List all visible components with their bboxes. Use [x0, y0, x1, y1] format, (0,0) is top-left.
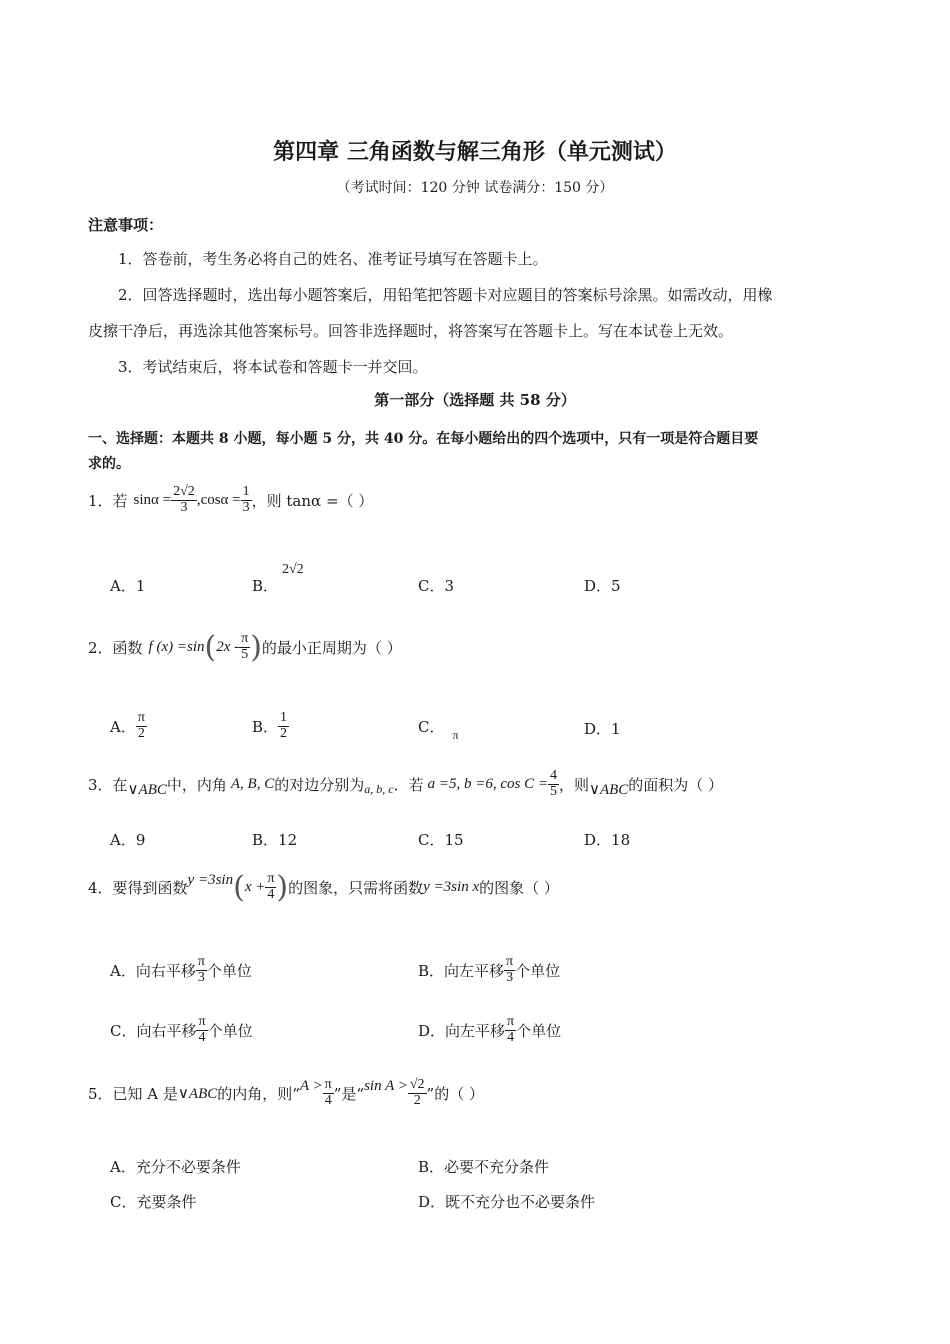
q4-b-pi: π	[506, 953, 514, 969]
q4-a-den: 3	[197, 969, 205, 985]
q2-pi: π	[241, 630, 249, 646]
q2-five: 5	[241, 646, 249, 662]
notice-item-2-cont: 皮擦干净后，再选涂其他答案标号。回答非选择题时，将答案写在答题卡上。写在本试卷上无效。	[88, 322, 734, 340]
q2-b-den: 2	[280, 725, 288, 741]
q4-option-c-unit: 个单位	[207, 1021, 253, 1040]
q2-option-b-label: B．	[252, 717, 279, 736]
notice-item-1: 1．答卷前，考生务必将自己的姓名、准考证号填写在答题卡上。	[118, 250, 548, 268]
q1-sin-num: 2√2	[173, 483, 195, 499]
q1-option-a: A．1	[110, 577, 146, 595]
q2-option-a-label: A．	[110, 717, 136, 736]
q3-given: a =5, b =6, cos C =	[427, 775, 548, 792]
q2-option-a	[110, 706, 147, 746]
q4-option-b	[418, 950, 560, 990]
q4-option-c-label: C．向右平移	[110, 1021, 197, 1040]
q4-pi: π	[267, 870, 275, 886]
q5-sqrt-frac	[408, 1078, 427, 1108]
q2-option-c-value: π	[452, 727, 459, 742]
q2-option-b-frac	[278, 711, 289, 741]
q4-c-den: 4	[198, 1029, 206, 1045]
q5-cond-2: sin A >	[364, 1077, 408, 1094]
q1-cos: ,cosα =	[196, 491, 241, 508]
q1-option-d: D．5	[584, 577, 621, 595]
q2-func: f (x) =sin	[148, 638, 205, 655]
q4-option-b-frac	[504, 955, 515, 985]
q5-text-1: 的内角，则“	[217, 1084, 300, 1103]
part-one-heading: 第一部分（选择题 共 58 分）	[374, 391, 576, 409]
q2-pi-frac	[239, 632, 250, 662]
q4-option-d-unit: 个单位	[516, 1021, 562, 1040]
q5-cond-1: A >	[299, 1077, 323, 1094]
section-one-line-2: 求的。	[88, 456, 130, 472]
q3-angles: A, B, C	[230, 775, 275, 792]
q3-triangle: ∨ABC	[127, 781, 167, 798]
q5-option-c: C．充要条件	[110, 1193, 197, 1211]
q4-option-d-frac	[505, 1015, 516, 1045]
q1-option-c: C．3	[418, 577, 455, 595]
q4-text-1: 的图象，只需将函数	[288, 878, 424, 897]
q3-option-b: B．12	[252, 831, 298, 849]
question-1	[88, 475, 373, 525]
q5-tail: ”的（ ）	[426, 1084, 484, 1103]
q4-option-a	[110, 950, 252, 990]
q5-text-2: ”是“	[333, 1084, 365, 1103]
q4-func-2: y =3sin x	[423, 878, 480, 895]
q4-option-b-unit: 个单位	[515, 961, 561, 980]
q5-two: 2	[413, 1092, 421, 1108]
q4-pi-frac	[265, 872, 276, 902]
q5-option-a: A．充分不必要条件	[110, 1158, 241, 1176]
q3-cos-frac	[548, 769, 559, 799]
q4-option-b-label: B．向左平移	[418, 961, 505, 980]
q1-number: 1．若	[88, 491, 128, 510]
q2-option-b	[252, 706, 289, 746]
q5-option-b: B．必要不充分条件	[418, 1158, 550, 1176]
q3-text-3: ．若	[393, 775, 424, 794]
q5-lead: 5．已知 A 是	[88, 1084, 178, 1103]
q3-text-1: 中，内角	[166, 775, 227, 794]
q5-triangle: ∨ABC	[177, 1085, 218, 1102]
q3-text-4: ，则	[558, 775, 589, 794]
q3-tail: 的面积为（ ）	[628, 775, 724, 794]
q4-option-c-frac	[196, 1015, 207, 1045]
q4-option-d-label: D．向左平移	[418, 1021, 506, 1040]
q5-option-d: D．既不充分也不必要条件	[418, 1193, 596, 1211]
question-2	[88, 622, 402, 672]
q5-sqrt2: √2	[409, 1076, 425, 1092]
notice-heading: 注意事项：	[88, 216, 164, 234]
notice-item-3: 3．考试结束后，将本试卷和答题卡一并交回。	[118, 358, 428, 376]
question-3	[88, 762, 723, 806]
q3-option-d: D．18	[584, 831, 631, 849]
q2-option-a-frac	[136, 711, 147, 741]
q2-inner: 2x -	[216, 638, 240, 655]
q4-lead: 4．要得到函数	[88, 878, 188, 897]
q2-number: 2．函数	[88, 638, 143, 657]
exam-info: （考试时间：120 分钟 试卷满分：150 分）	[336, 180, 614, 196]
section-one-line-1: 一、选择题：本题共 8 小题，每小题 5 分，共 40 分。在每小题给出的四个选项中，只有一项是符合题目要	[88, 431, 759, 447]
q5-pi-frac	[323, 1078, 334, 1108]
q4-option-a-unit: 个单位	[206, 961, 252, 980]
q1-sin-frac	[171, 485, 197, 515]
q4-func: y =3sin	[187, 871, 234, 888]
q4-option-a-label: A．向右平移	[110, 961, 196, 980]
q1-cos-frac	[241, 485, 252, 515]
question-4	[88, 862, 559, 912]
q2-a-den: 2	[137, 725, 145, 741]
q3-c-den: 5	[549, 783, 557, 799]
q4-a-pi: π	[197, 953, 205, 969]
q3-text-2: 的对边分别为	[274, 775, 365, 794]
page-title: 第四章 三角函数与解三角形（单元测试）	[273, 139, 677, 165]
q4-option-a-frac	[196, 955, 207, 985]
q1-option-b: B．	[252, 577, 279, 595]
q4-right-paren: )	[276, 869, 289, 905]
q3-lead: 3．在	[88, 775, 128, 794]
q3-c-num: 4	[549, 767, 557, 783]
q1-tail: ，则 tanα =（ ）	[251, 491, 374, 510]
notice-item-2: 2．回答选择题时，选出每小题答案后，用铅笔把答题卡对应题目的答案标号涂黑。如需改动，用橡	[118, 286, 773, 304]
q4-tail: 的图象（ ）	[479, 878, 559, 897]
q4-four: 4	[267, 886, 275, 902]
q2-right-paren: )	[250, 629, 262, 665]
q2-option-c	[418, 706, 459, 746]
q2-left-paren: (	[204, 629, 217, 665]
q3-option-c: C．15	[418, 831, 464, 849]
q4-option-c	[110, 1010, 253, 1050]
q2-option-d: D．1	[584, 720, 621, 738]
q2-tail: 的最小正周期为（ ）	[261, 638, 402, 657]
q3-sides: a, b, c	[364, 781, 394, 796]
q5-four: 4	[324, 1092, 332, 1108]
q2-a-num: π	[137, 709, 145, 725]
q2-option-c-label: C．	[418, 717, 445, 736]
q1-cos-den: 3	[242, 499, 250, 515]
q3-triangle-2: ∨ABC	[588, 781, 629, 798]
q1-cos-num: 1	[242, 483, 250, 499]
question-5	[88, 1068, 484, 1118]
q4-b-den: 3	[506, 969, 514, 985]
q4-d-den: 4	[507, 1029, 515, 1045]
q4-d-pi: π	[507, 1013, 515, 1029]
q3-option-a: A．9	[110, 831, 146, 849]
q1-option-b-value: 2√2	[282, 562, 304, 577]
q2-b-num: 1	[280, 709, 288, 725]
q1-sin: sinα =	[133, 491, 172, 508]
q4-c-pi: π	[198, 1013, 206, 1029]
q4-left-paren: (	[233, 869, 245, 905]
q1-sin-den: 3	[180, 499, 188, 515]
q5-pi: π	[324, 1076, 332, 1092]
q4-option-d	[418, 1010, 561, 1050]
q4-inner: x +	[244, 878, 266, 895]
